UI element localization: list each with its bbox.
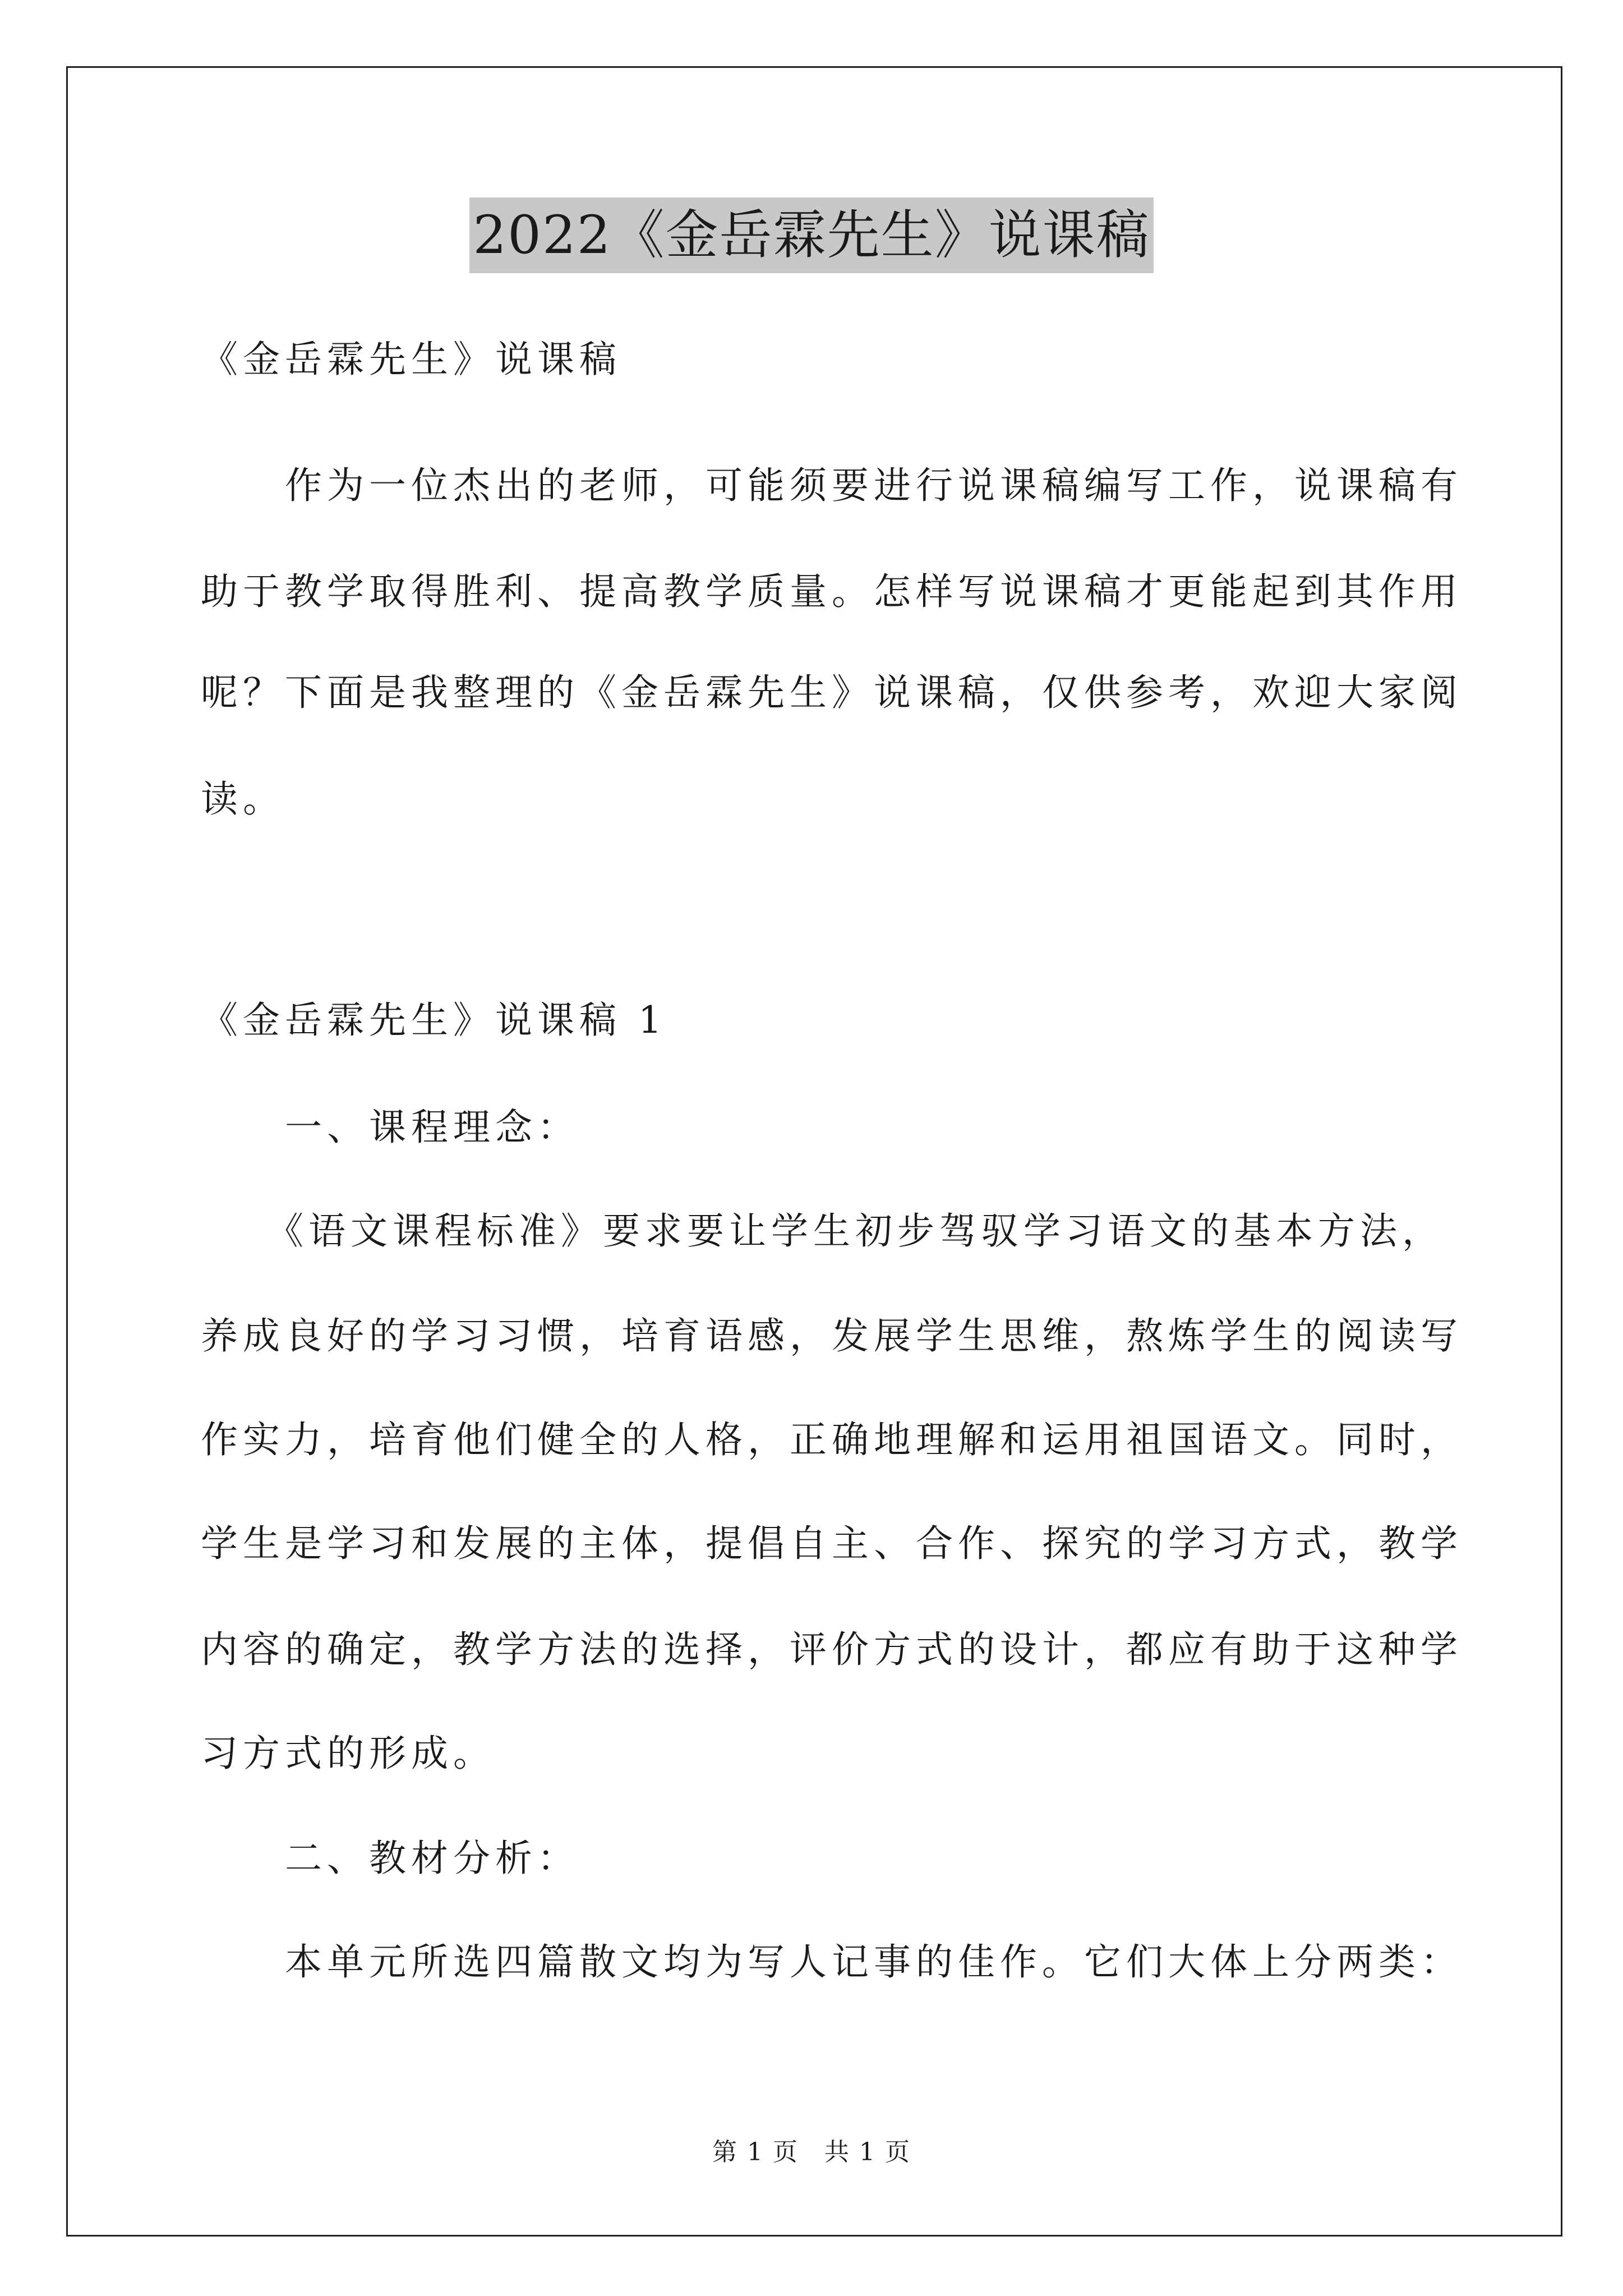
subsection-heading: 一、课程理念： [201,1106,579,1149]
subtitle-line: 《金岳霖先生》说课稿 [201,338,621,381]
paragraph-line: 作实力，培育他们健全的人格，正确地理解和运用祖国语文。同时， [201,1418,1463,1461]
paragraph-line: 内容的确定，教学方法的选择，评价方式的设计，都应有助于这种学 [201,1628,1463,1671]
paragraph-line: 习方式的形成。 [201,1732,495,1775]
paragraph-line: 本单元所选四篇散文均为写人记事的佳作。它们大体上分两类： [201,1940,1463,1984]
document-title: 2022《金岳霖先生》说课稿 [469,197,1153,273]
title-container [0,197,1623,273]
paragraph-line: 助于教学取得胜利、提高教学质量。怎样写说课稿才更能起到其作用 [201,570,1463,613]
subsection-heading: 二、教材分析： [201,1837,579,1880]
paragraph-line: 作为一位杰出的老师，可能须要进行说课稿编写工作，说课稿有 [201,464,1463,507]
paragraph-line: 学生是学习和发展的主体，提倡自主、合作、探究的学习方式，教学 [201,1522,1463,1565]
paragraph-line: 养成良好的学习习惯，培育语感，发展学生思维，熬炼学生的阅读写 [201,1314,1463,1358]
paragraph-line: 读。 [201,777,285,821]
section-heading: 《金岳霖先生》说课稿 1 [201,999,667,1042]
paragraph-line: 《语文课程标准》要求要让学生初步驾驭学习语文的基本方法， [201,1209,1444,1253]
paragraph-line: 呢？下面是我整理的《金岳霖先生》说课稿，仅供参考，欢迎大家阅 [201,671,1463,714]
page-footer: 第 1 页 共 1 页 [712,2138,911,2166]
